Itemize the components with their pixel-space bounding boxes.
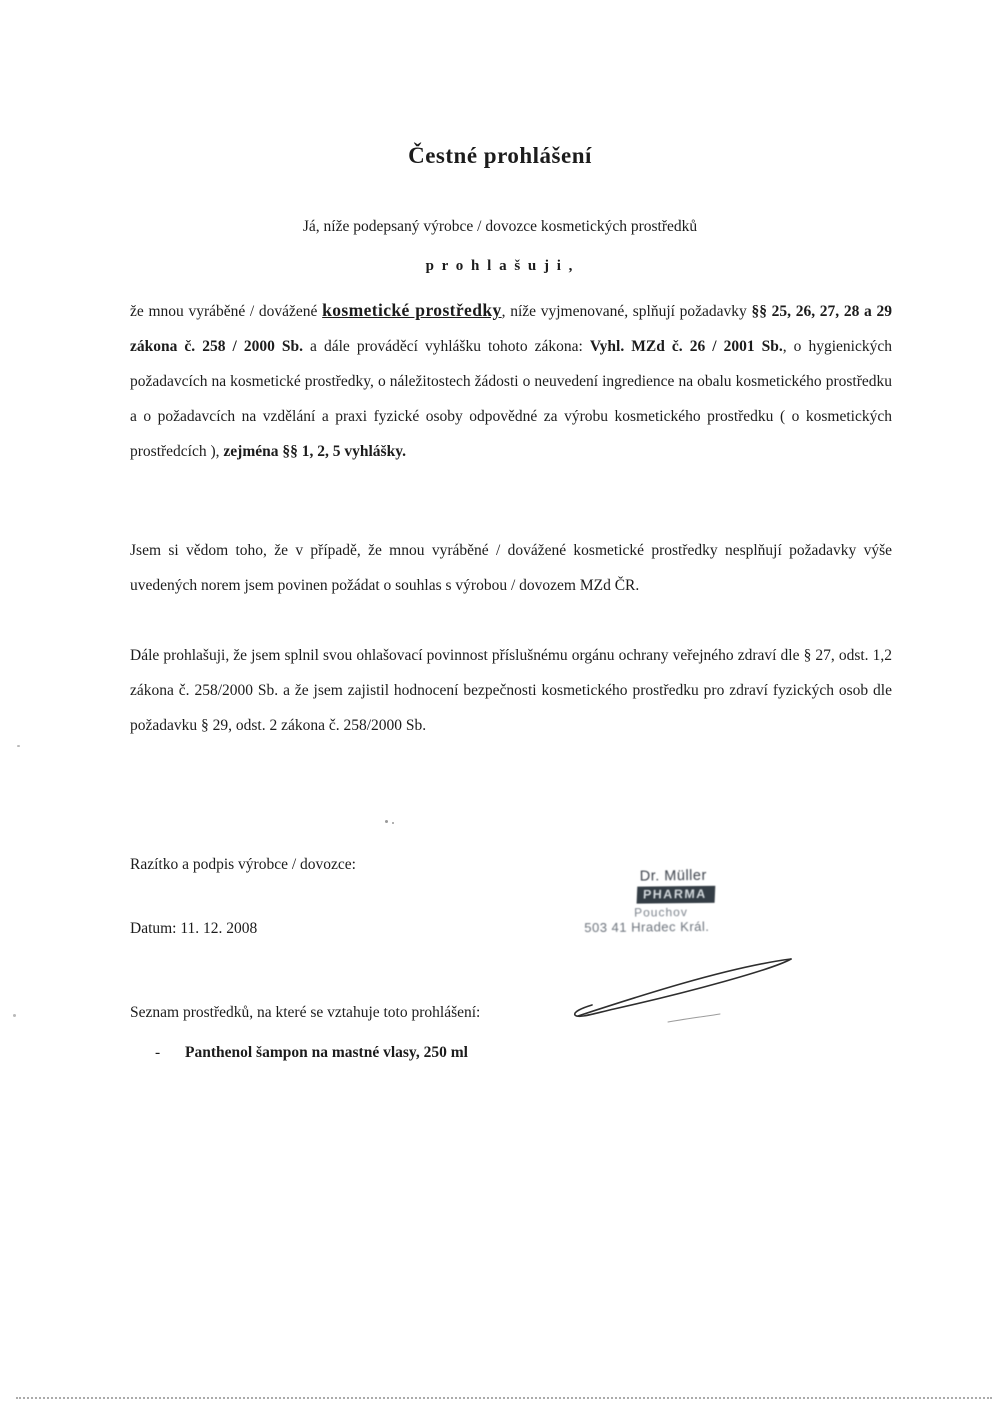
document-subtitle: Já, níže podepsaný výrobce / dovozce kosmetických prostředků [302, 218, 698, 235]
p1-seg8: zejména §§ 1, 2, 5 vyhlášky. [223, 443, 406, 460]
stamp-brand: PHARMA [637, 886, 716, 904]
date-line: Datum: 11. 12. 2008 [130, 920, 258, 937]
p1-seg5: a dále prováděcí vyhlášku tohoto zákona: [303, 338, 590, 355]
stamp-brand-block [637, 884, 812, 904]
paragraph-3: Dále prohlašuji, že jsem splnil svou ohlašovací povinnost příslušnému orgánu ochrany veřejného zdraví dle § 27, odst. 1,2 zákona č. 258/2000 Sb. a že jsem zajistil hodnocení bezpečnosti kosmetického prostředku pro zdraví fyzických osob dle požadavku § 29, odst. 2 zákona č. 258/2000 Sb. [130, 647, 892, 734]
scan-artifact [17, 745, 20, 747]
product-name: Panthenol šampon na mastné vlasy, 250 ml [185, 1044, 468, 1061]
p1-seg3: , níže vyjmenované, splňují požadavky [501, 303, 752, 320]
stamp-street: Pouchov [634, 905, 688, 920]
stamp-and-signature-label: Razítko a podpis výrobce / dovozce: [130, 856, 356, 873]
document-title: Čestné prohlášení [408, 143, 592, 168]
p1-decree-reference: Vyhl. MZd č. 26 / 2001 Sb. [589, 338, 783, 355]
handwritten-signature [568, 952, 803, 1030]
paragraph-1 [130, 293, 892, 469]
paragraph-2: Jsem si vědom toho, že v případě, že mnou vyráběné / dovážené kosmetické prostředky nesplňují požadavky výše uvedených norem jsem povinen požádat o souhlas s výrobou / dovozem MZd ČR. [130, 542, 892, 594]
scan-artifact [13, 1014, 16, 1017]
stamp-name: Dr. Müller [639, 867, 707, 885]
scan-artifact [392, 822, 394, 824]
declaration-word: p r o h l a š u j i , [425, 258, 575, 274]
stamp-city: 503 41 Hradec Král. [584, 918, 710, 936]
product-list-item [155, 1044, 468, 1062]
p1-keyword: kosmetické prostředky [322, 300, 502, 320]
company-stamp [582, 867, 813, 935]
p1-seg7: , o hygienických požadavcích na kosmetické prostředky, o náležitostech žádosti o neuvedení ingredience na obalu kosmetického prostředku a o požadavcích na vzdělání a praxi fyzické osoby odpovědné za výrobu kosmetického prostředku ( o kosmetických prostředcích ), [130, 338, 892, 460]
p1-law-reference: §§ 25, 26, 27, 28 a 29 zákona č. 258 / 2000 Sb. [130, 303, 892, 355]
scan-artifact [385, 820, 388, 823]
list-bullet: - [155, 1044, 161, 1061]
p1-seg1: že mnou vyráběné / dovážené [130, 303, 323, 320]
scan-edge-dotted-line [16, 1397, 992, 1399]
product-list-intro: Seznam prostředků, na které se vztahuje toto prohlášení: [130, 1004, 481, 1021]
